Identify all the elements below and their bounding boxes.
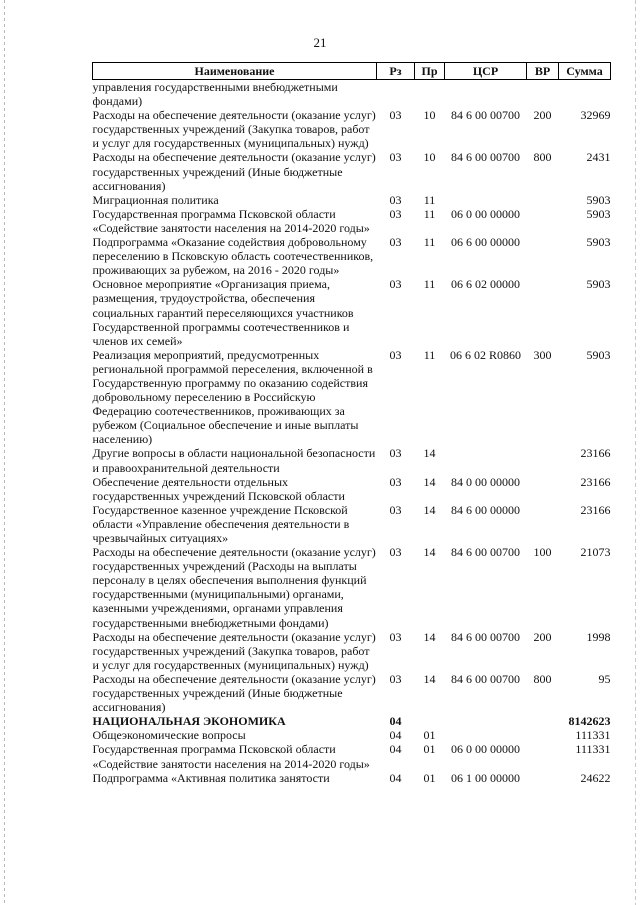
cell-name: Подпрограмма «Активная политика занятости bbox=[92, 770, 330, 785]
cell-rz: 03 bbox=[389, 629, 402, 644]
cell-csr bbox=[445, 80, 527, 109]
cell-rz: 03 bbox=[389, 474, 402, 489]
cell-name: Расходы на обеспечение деятельности (оказание услуг) государственных учреждений (Иные бюджетные ассигнования) bbox=[92, 671, 376, 715]
cell-sum: 95 bbox=[598, 671, 611, 686]
table-row bbox=[93, 545, 611, 630]
cell-rz: 03 bbox=[389, 347, 402, 362]
cell-pr: 14 bbox=[423, 629, 436, 644]
cell-vr bbox=[527, 503, 559, 545]
cell-vr bbox=[527, 742, 559, 770]
cell-name: Другие вопросы в области национальной безопасности и правоохранительной деятельности bbox=[92, 446, 376, 475]
cell-vr bbox=[527, 193, 559, 207]
cell-vr bbox=[527, 80, 559, 109]
table-row bbox=[93, 728, 611, 742]
cell-csr: 84 6 00 00000 bbox=[451, 502, 520, 517]
cell-csr: 84 6 00 00700 bbox=[451, 545, 520, 560]
page-number: 21 bbox=[313, 35, 327, 50]
cell-csr: 84 6 00 00700 bbox=[451, 150, 520, 165]
cell-pr: 11 bbox=[423, 192, 436, 207]
table-row bbox=[93, 503, 611, 545]
cell-pr: 01 bbox=[423, 742, 436, 757]
cell-rz: 03 bbox=[389, 502, 402, 517]
table-row bbox=[93, 714, 611, 728]
cell-rz: 03 bbox=[389, 206, 402, 221]
table-row bbox=[93, 80, 611, 109]
cell-rz: 03 bbox=[389, 150, 402, 165]
cell-sum: 5903 bbox=[586, 206, 611, 221]
cell-csr: 84 0 00 00000 bbox=[451, 474, 520, 489]
cell-pr: 14 bbox=[423, 446, 436, 461]
cell-pr bbox=[415, 80, 445, 109]
cell-vr bbox=[527, 277, 559, 347]
cell-vr: 200 bbox=[533, 108, 552, 123]
cell-name: Государственная программа Псковской области «Содействие занятости населения на 2014-2020 годы» bbox=[92, 742, 370, 771]
cell-name: Расходы на обеспечение деятельности (оказание услуг) государственных учреждений (Расходы на выплаты персоналу в целях обеспечения выполнения функций государственными (муниципальными) органами, казенными учреждениями, органами управления государственными внебюджетными фондами) bbox=[92, 545, 376, 630]
cell-name: Расходы на обеспечение деятельности (оказание услуг) государственных учреждений (Закупка товаров, работ и услуг для государственных (муниципальных) нужд) bbox=[92, 108, 376, 151]
cell-rz bbox=[377, 80, 415, 109]
cell-rz: 03 bbox=[389, 545, 402, 560]
cell-name: Подпрограмма «Оказание содействия добровольному переселению в Псковскую область соотечественников, проживающих за рубежом, на 2016 - 2020 годы» bbox=[92, 235, 374, 278]
header-pr: Пр bbox=[415, 63, 445, 80]
cell-vr bbox=[527, 475, 559, 503]
header-csr: ЦСР bbox=[445, 63, 527, 80]
cell-pr bbox=[415, 714, 445, 728]
table-row bbox=[93, 446, 611, 474]
cell-rz: 03 bbox=[389, 446, 402, 461]
table-row bbox=[93, 630, 611, 672]
cell-vr: 800 bbox=[533, 150, 552, 165]
cell-sum: 2431 bbox=[586, 150, 611, 165]
table-row bbox=[93, 742, 611, 770]
header-name: Наименование bbox=[93, 63, 377, 80]
cell-csr: 84 6 00 00700 bbox=[451, 671, 520, 686]
cell-rz: 03 bbox=[389, 671, 402, 686]
cell-sum: 23166 bbox=[580, 502, 611, 517]
table-row bbox=[93, 475, 611, 503]
cell-name: Государственная программа Псковской области «Содействие занятости населения на 2014-2020 годы» bbox=[92, 206, 370, 235]
cell-pr: 14 bbox=[423, 474, 436, 489]
cell-vr bbox=[527, 235, 559, 277]
cell-csr: 84 6 00 00700 bbox=[451, 629, 520, 644]
cell-name: Обеспечение деятельности отдельных государственных учреждений Псковской области bbox=[92, 474, 345, 503]
scan-edge-left bbox=[4, 0, 5, 905]
table-body bbox=[93, 80, 611, 785]
table-header bbox=[93, 63, 611, 80]
table-row bbox=[93, 348, 611, 447]
cell-csr: 84 6 00 00700 bbox=[451, 108, 520, 123]
cell-vr bbox=[527, 771, 559, 785]
budget-table bbox=[92, 62, 611, 785]
cell-csr: 06 6 02 R0860 bbox=[449, 347, 521, 362]
cell-rz: 04 bbox=[389, 714, 402, 729]
cell-csr: 06 0 00 00000 bbox=[451, 206, 520, 221]
cell-name: Миграционная политика bbox=[92, 192, 219, 207]
cell-sum: 5903 bbox=[586, 277, 611, 292]
cell-rz: 04 bbox=[389, 770, 402, 785]
cell-pr: 11 bbox=[423, 347, 436, 362]
cell-pr: 14 bbox=[423, 502, 436, 517]
cell-vr: 100 bbox=[533, 545, 552, 560]
cell-vr bbox=[527, 207, 559, 235]
table-row bbox=[93, 277, 611, 347]
cell-name: Расходы на обеспечение деятельности (оказание услуг) государственных учреждений (Иные бюджетные ассигнования) bbox=[92, 150, 376, 193]
cell-vr bbox=[527, 714, 559, 728]
cell-pr: 14 bbox=[423, 545, 436, 560]
table-row bbox=[93, 771, 611, 785]
cell-name: Государственное казенное учреждение Псковской области «Управление обеспечения деятельности в чрезвычайных ситуациях» bbox=[92, 502, 350, 545]
cell-pr: 10 bbox=[423, 108, 436, 123]
cell-pr: 11 bbox=[423, 206, 436, 221]
cell-csr bbox=[445, 193, 527, 207]
cell-pr: 01 bbox=[423, 728, 436, 743]
cell-csr bbox=[445, 446, 527, 474]
header-sum: Сумма bbox=[559, 63, 611, 80]
table-row bbox=[93, 108, 611, 150]
table-row bbox=[93, 150, 611, 192]
table-row bbox=[93, 672, 611, 714]
cell-rz: 04 bbox=[389, 728, 402, 743]
cell-name: НАЦИОНАЛЬНАЯ ЭКОНОМИКА bbox=[92, 714, 286, 729]
cell-sum: 111331 bbox=[575, 728, 611, 743]
cell-csr: 06 1 00 00000 bbox=[451, 770, 520, 785]
cell-csr: 06 6 02 00000 bbox=[451, 277, 520, 292]
cell-vr: 200 bbox=[533, 629, 552, 644]
cell-csr: 06 0 00 00000 bbox=[451, 742, 520, 757]
scan-edge-right bbox=[635, 0, 636, 905]
cell-csr: 06 6 00 00000 bbox=[451, 235, 520, 250]
cell-name: управления государственными внебюджетными фондами) bbox=[92, 80, 338, 109]
cell-rz: 03 bbox=[389, 108, 402, 123]
cell-sum: 23166 bbox=[580, 446, 611, 461]
cell-pr: 11 bbox=[423, 235, 436, 250]
cell-vr bbox=[527, 446, 559, 474]
table-row bbox=[93, 207, 611, 235]
cell-rz: 03 bbox=[389, 235, 402, 250]
cell-sum: 21073 bbox=[580, 545, 611, 560]
cell-sum: 24622 bbox=[580, 770, 611, 785]
cell-rz: 04 bbox=[389, 742, 402, 757]
cell-sum bbox=[559, 80, 611, 109]
cell-rz: 03 bbox=[389, 277, 402, 292]
cell-vr: 800 bbox=[533, 671, 552, 686]
cell-sum: 5903 bbox=[586, 347, 611, 362]
cell-pr: 01 bbox=[423, 770, 436, 785]
cell-name: Реализация мероприятий, предусмотренных региональной программой переселения, включенной в Государственную программу по оказанию содействия добровольному переселению в Российскую Федерацию соотечественников, проживающих за рубежом (Социальное обеспечение и иные выплаты населению) bbox=[92, 347, 373, 447]
cell-rz: 03 bbox=[389, 192, 402, 207]
cell-vr bbox=[527, 728, 559, 742]
cell-pr: 14 bbox=[423, 671, 436, 686]
cell-csr bbox=[445, 728, 527, 742]
header-row bbox=[93, 63, 611, 80]
cell-name: Общеэкономические вопросы bbox=[92, 728, 246, 743]
cell-sum: 23166 bbox=[580, 474, 611, 489]
header-rz: Рз bbox=[377, 63, 415, 80]
cell-pr: 10 bbox=[423, 150, 436, 165]
table-row bbox=[93, 193, 611, 207]
cell-sum: 5903 bbox=[586, 192, 611, 207]
header-vr: ВР bbox=[527, 63, 559, 80]
cell-vr: 300 bbox=[533, 347, 552, 362]
cell-sum: 32969 bbox=[580, 108, 611, 123]
cell-sum: 8142623 bbox=[568, 714, 611, 729]
cell-sum: 5903 bbox=[586, 235, 611, 250]
cell-csr bbox=[445, 714, 527, 728]
cell-sum: 111331 bbox=[575, 742, 611, 757]
table-row bbox=[93, 235, 611, 277]
cell-name: Основное мероприятие «Организация приема, размещения, трудоустройства, обеспечения социальных гарантий переселяющихся участников Государственной программы соотечественников и членов их семей» bbox=[92, 277, 354, 348]
cell-pr: 11 bbox=[423, 277, 436, 292]
cell-sum: 1998 bbox=[586, 629, 611, 644]
cell-name: Расходы на обеспечение деятельности (оказание услуг) государственных учреждений (Закупка товаров, работ и услуг для государственных (муниципальных) нужд) bbox=[92, 629, 376, 672]
